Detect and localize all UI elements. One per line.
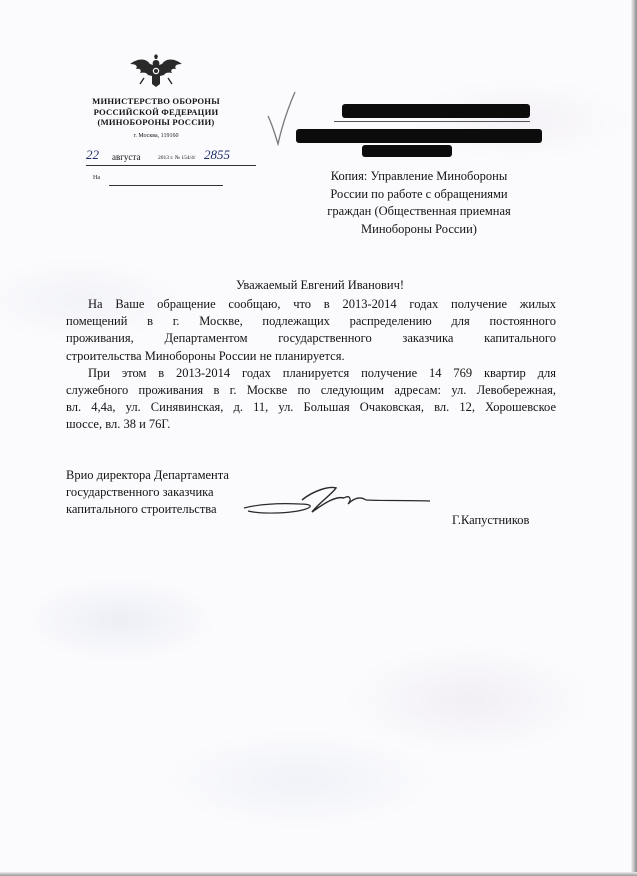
outgoing-number-handwritten: 2855	[204, 147, 230, 162]
body-line: строительства Минобороны России не планируется.	[66, 348, 345, 363]
ministry-line: (МИНОБОРОНЫ РОССИИ)	[97, 117, 215, 128]
signer-title-line: капитального строительства	[66, 502, 217, 516]
recipient-rule	[334, 121, 530, 122]
signer-name: Г.Капустников	[452, 513, 530, 527]
body-line: вл. 4,4а, ул. Синявинская, д. 11, ул. Большая Очаковская, вл. 12, Хорошевское	[66, 400, 556, 415]
redacted-recipient-line	[296, 129, 542, 143]
checkmark-icon	[266, 90, 296, 146]
date-month: августа	[112, 152, 141, 162]
body-line: шоссе, вл. 38 и 76Г.	[66, 417, 171, 432]
redacted-recipient-line	[362, 145, 452, 157]
body-line: На Ваше обращение сообщаю, что в 2013-2014 годах получение жилых	[88, 297, 556, 311]
scan-edge-shadow	[631, 0, 637, 876]
reference-label: На	[93, 175, 100, 181]
date-year-and-number-prefix: 2013 г. № 154/4/	[158, 155, 196, 161]
body-line: помещений в г. Москве, подлежащих распределению для постоянного	[66, 314, 556, 329]
signer-title-line: Врио директора Департамента	[66, 468, 229, 482]
signer-title-line: государственного заказчика	[66, 485, 214, 499]
ministry-line: РОССИЙСКОЙ ФЕДЕРАЦИИ	[93, 106, 219, 117]
scan-edge-shadow	[0, 872, 637, 876]
copy-line: России по работе с обращениями	[330, 186, 508, 201]
body-line: проживания, Департаментом государственного заказчика капитального	[66, 331, 556, 346]
body-line: служебного проживания в г. Москве по следующим адресам: ул. Левобережная,	[66, 382, 556, 397]
ministry-address: г. Москва, 119160	[133, 133, 179, 139]
copy-line: граждан (Общественная приемная	[327, 204, 511, 218]
copy-line: Минобороны России)	[361, 221, 477, 236]
double-headed-eagle-icon	[126, 54, 186, 88]
handwritten-signature	[240, 478, 436, 522]
body-line: При этом в 2013-2014 годах планируется получение 14 769 квартир для	[88, 365, 556, 380]
ministry-name	[78, 96, 234, 128]
copy-line: Копия: Управление Минобороны	[330, 169, 508, 183]
signer-title	[66, 467, 229, 518]
reference-rule	[109, 185, 223, 186]
date-day-handwritten: 22	[86, 147, 99, 162]
letter-body	[66, 296, 556, 434]
salutation: Уважаемый Евгений Иванович!	[235, 278, 405, 292]
copy-recipient-block	[294, 168, 544, 238]
ministry-line: МИНИСТЕРСТВО ОБОРОНЫ	[92, 96, 220, 106]
reference-line	[93, 174, 223, 186]
date-and-number-line	[86, 149, 256, 166]
redacted-recipient-line	[342, 104, 530, 118]
